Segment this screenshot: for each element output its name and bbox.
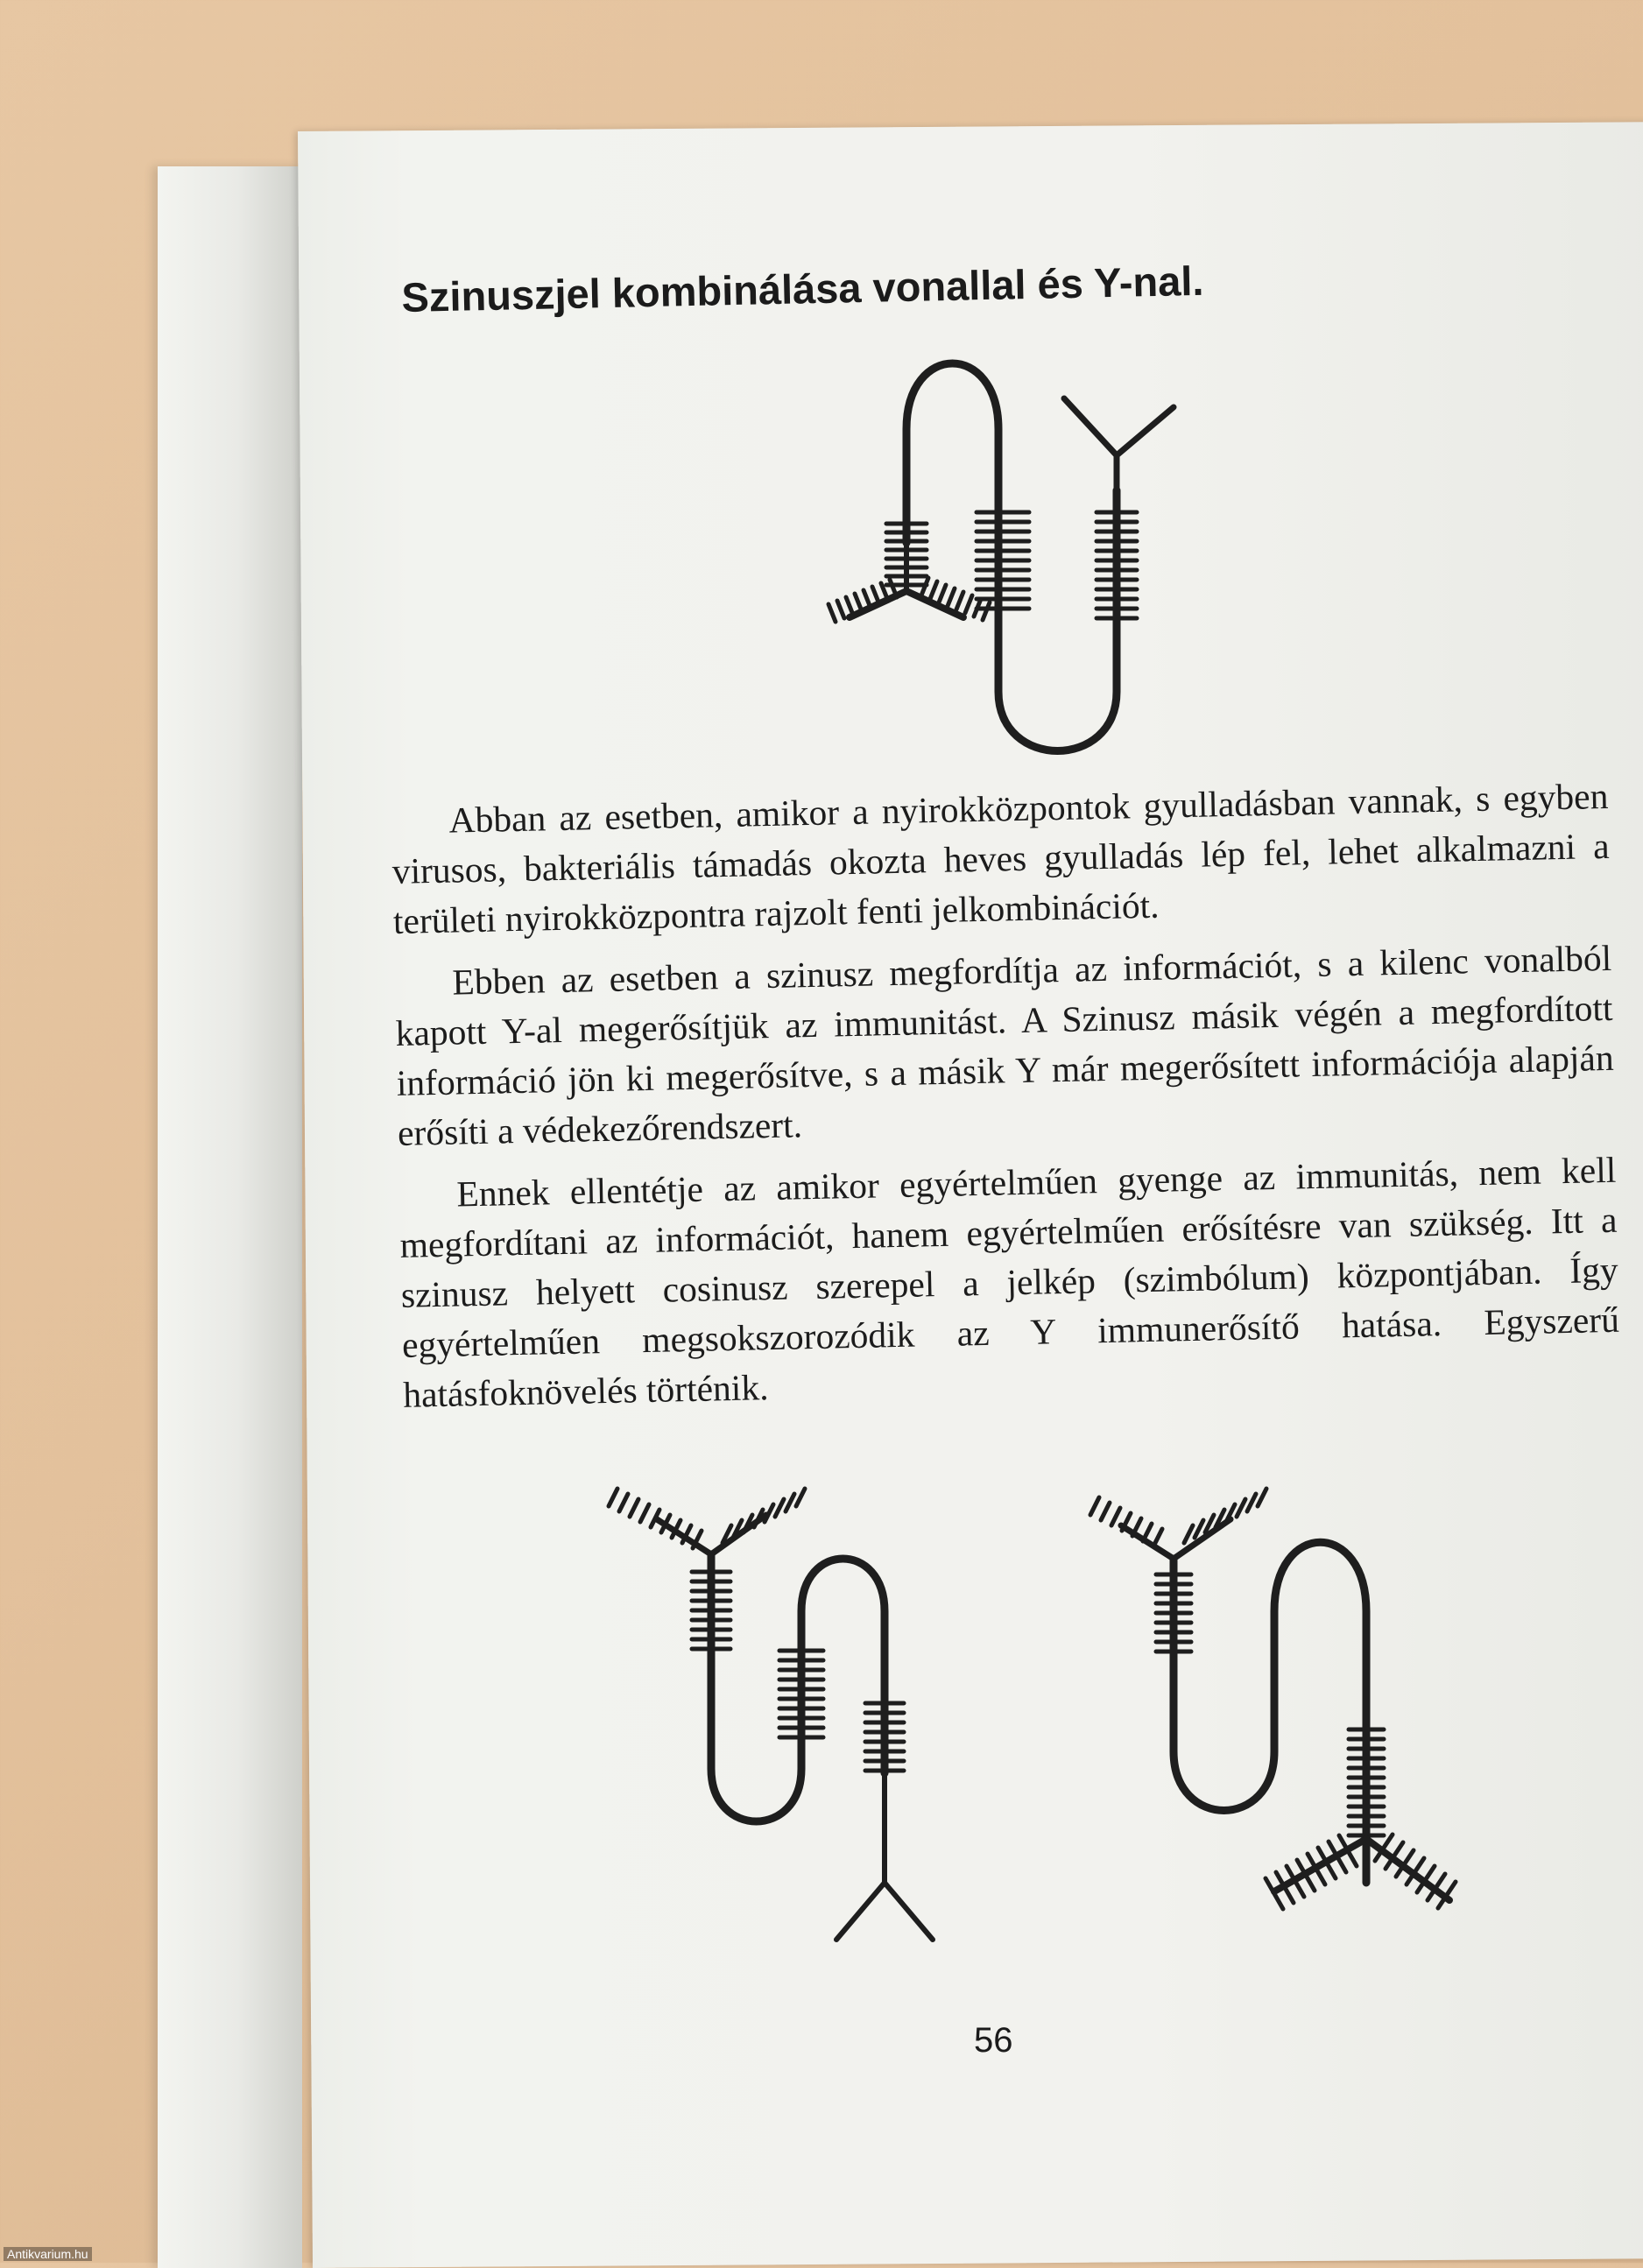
paragraph: Ebben az esetben a szinusz megfordítja az információt, s a kilenc vonalból kapott Y-al megerősítjük az immunitást. A Szinusz másik végén a megfordított információ jön ki megerősítve, s a másik Y már megerősített információja alapján erősíti a védekezőrendszert. xyxy=(395,937,1615,1153)
page-number: 56 xyxy=(974,2021,1013,2060)
y-branches-right xyxy=(1064,398,1174,499)
sine-line-y-symbol xyxy=(823,359,1191,762)
cosine-y-symbol-right xyxy=(1086,1471,1463,1944)
paragraph: Ennek ellentétje az amikor egyértelműen gyenge az immunitás, nem kell megfordítani az információt, hanem egyértelműen erősítésre van szükség. Itt a szinusz helyett cosinusz szerepel a jelkép (szimbólum) központjában. Így egyértelműen megsokszorozódik az Y immunerősítő hatása. Egyszerű hatásfoknövelés történik. xyxy=(399,1149,1620,1415)
coil-middle xyxy=(977,512,1029,609)
coil-stem-left xyxy=(692,1572,730,1649)
page-heading: Szinuszjel kombinálása vonallal és Y-nal. xyxy=(401,257,1204,320)
paragraph: Abban az esetben, amikor a nyirokközpontok gyulladásban vannak, s egyben virusos, bakteriális támadás okozta heves gyulladás lép fel, lehet alkalmazni a területi nyirokközpontra rajzolt fenti jelkombinációt. xyxy=(391,775,1610,941)
cosine-y-symbol-left xyxy=(604,1480,972,1953)
body-text xyxy=(391,771,1621,1433)
page-stack-edge xyxy=(158,166,302,2268)
watermark: Antikvarium.hu xyxy=(4,2247,92,2261)
hatch-top-left xyxy=(609,1489,805,1548)
cosine-curve-right xyxy=(1174,1542,1366,1883)
y-bottom-left xyxy=(836,1773,933,1940)
coil-stem-right xyxy=(1156,1574,1191,1652)
hatch-top-right xyxy=(1090,1489,1266,1546)
